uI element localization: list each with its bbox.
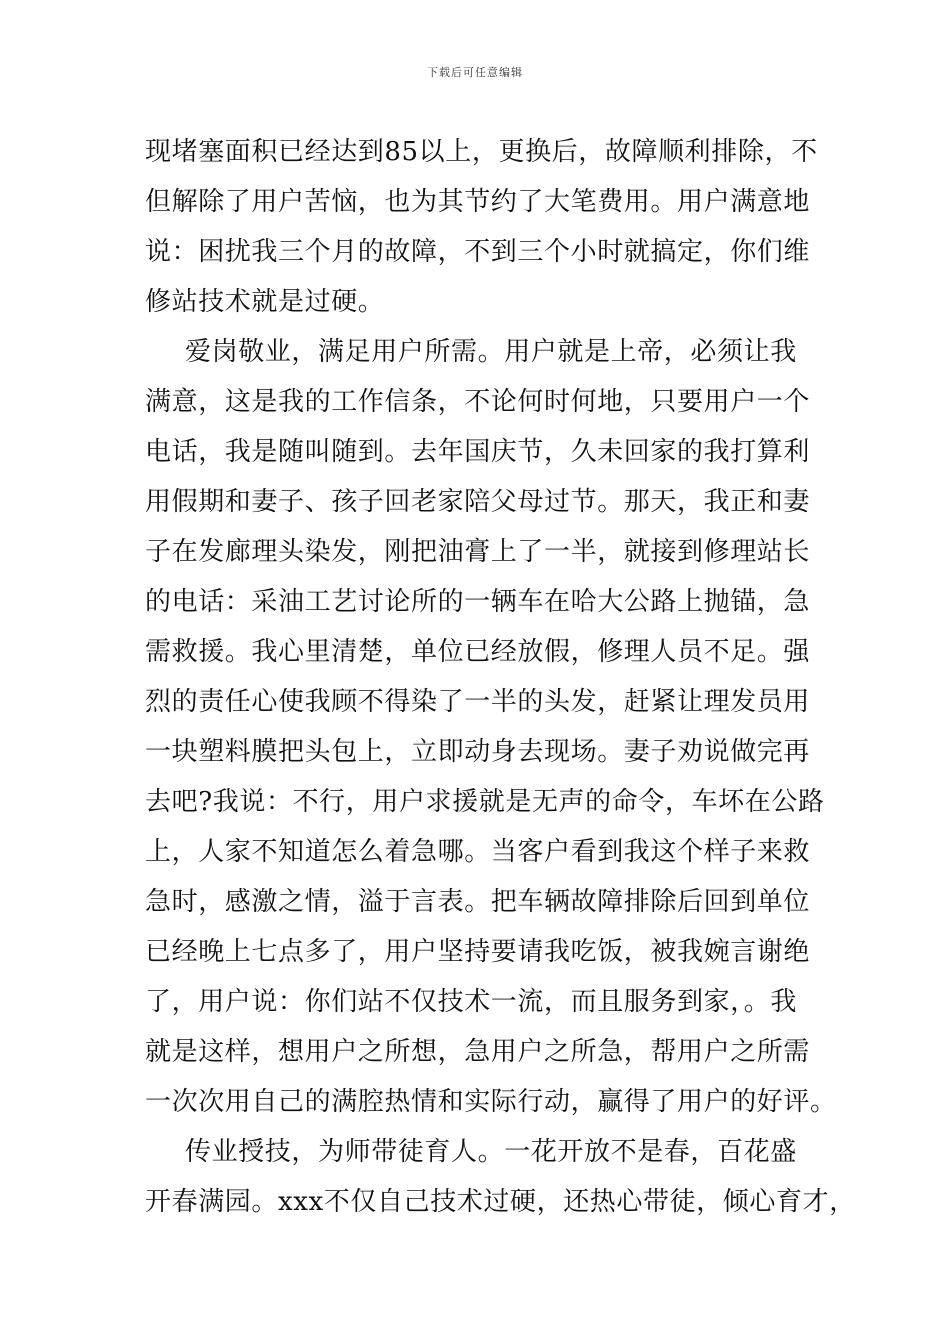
- text-line: 的电话：采油工艺讨论所的一辆车在哈大公路上抛锚，急: [145, 587, 811, 617]
- paragraph: [145, 327, 837, 1127]
- text-line: 烈的责任心使我顾不得染了一半的头发，赶紧让理发员用: [145, 687, 811, 717]
- text-line: 传业授技，为师带徒育人。一花开放不是春，百花盛: [185, 1137, 797, 1167]
- text-line: 急时，感激之情，溢于言表。把车辆故障排除后回到单位: [145, 887, 811, 917]
- text-line: 修站技术就是过硬。: [145, 287, 385, 317]
- text-line: 子在发廊理头染发，刚把油膏上了一半，就接到修理站长: [145, 537, 811, 567]
- text-line: 上，人家不知道怎么着急哪。当客户看到我这个样子来救: [145, 837, 811, 867]
- text-line: 用假期和妻子、孩子回老家陪父母过节。那天，我正和妻: [145, 487, 811, 517]
- text-line: 现堵塞面积已经达到85以上，更换后，故障顺利排除，不: [145, 137, 818, 167]
- text-line: 就是这样，想用户之所想，急用户之所急，帮用户之所需: [145, 1037, 811, 1067]
- text-line: 开春满园。xxx不仅自己技术过硬，还热心带徒，倾心育才，: [145, 1187, 856, 1217]
- paragraph: [145, 127, 818, 327]
- text-line: 去吧?我说：不行，用户求援就是无声的命令，车坏在公路: [145, 787, 825, 817]
- text-line: 已经晚上七点多了，用户坚持要请我吃饭，被我婉言谢绝: [145, 937, 811, 967]
- text-line: 但解除了用户苦恼，也为其节约了大笔费用。用户满意地: [145, 187, 811, 217]
- text-line: 满意，这是我的工作信条，不论何时何地，只要用户一个: [145, 387, 811, 417]
- text-line: 需救援。我心里清楚，单位已经放假，修理人员不足。强: [145, 637, 811, 667]
- text-line: 电话，我是随叫随到。去年国庆节，久未回家的我打算利: [145, 437, 811, 467]
- text-line: 爱岗敬业，满足用户所需。用户就是上帝，必须让我: [185, 337, 797, 367]
- text-line: 一块塑料膜把头包上，立即动身去现场。妻子劝说做完再: [145, 737, 811, 767]
- paragraph: [145, 1127, 856, 1227]
- page-header: 下载后可任意编辑: [427, 66, 523, 79]
- text-line: 说：困扰我三个月的故障，不到三个小时就搞定，你们维: [145, 237, 811, 267]
- text-line: 了，用户说：你们站不仅技术一流，而且服务到家，。我: [145, 987, 798, 1017]
- text-line: 一次次用自己的满腔热情和实际行动，赢得了用户的好评。: [145, 1087, 837, 1117]
- document-body: [145, 127, 856, 1227]
